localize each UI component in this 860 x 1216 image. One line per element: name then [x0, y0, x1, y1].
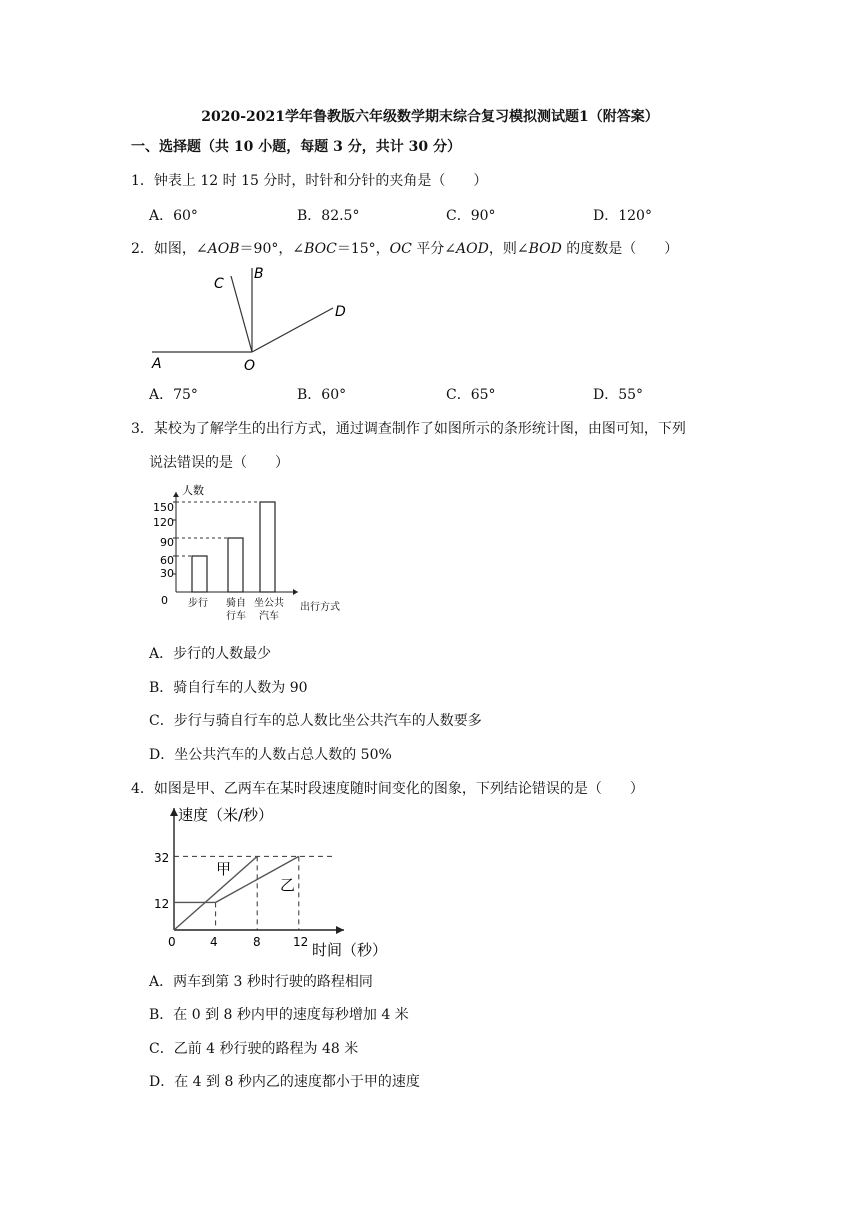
bar-origin: 0 [161, 594, 168, 607]
q4-option-a: A．两车到第 3 秒时行驶的路程相同 [149, 974, 373, 990]
cat-bus-1: 坐公共 [254, 598, 284, 609]
q3-option-a: A．步行的人数最少 [149, 646, 272, 662]
q2-option-a: A．75° [149, 387, 198, 403]
series-label-jia: 甲 [216, 860, 232, 878]
label-a: A [152, 356, 162, 372]
label-d: D [335, 304, 346, 320]
q3-option-b: B．骑自行车的人数为 90 [149, 680, 308, 696]
cat-bike-1: 骑自 [226, 598, 246, 609]
speed-time-graph [148, 800, 398, 960]
cat-bike-2: 行车 [226, 611, 246, 622]
q1-option-d: D．120° [593, 208, 652, 224]
graph-y-arrow [170, 808, 178, 816]
bar-xlabel: 出行方式 [300, 602, 340, 613]
page-title: 2020-2021学年鲁教版六年级数学期末综合复习模拟测试题1（附答案） [201, 109, 659, 125]
q1-option-a: A．60° [149, 208, 198, 224]
q1-option-c: C．90° [446, 208, 496, 224]
ytick-60: 60 [160, 554, 174, 567]
q1-option-b: B．82.5° [297, 208, 360, 224]
bar-0 [192, 556, 207, 592]
bar-2 [260, 502, 275, 592]
q2-option-c: C．65° [446, 387, 496, 403]
bar-chart [150, 480, 360, 630]
ytick-120: 120 [153, 516, 174, 529]
cat-walk: 步行 [188, 598, 208, 609]
q4-option-d: D．在 4 到 8 秒内乙的速度都小于甲的速度 [149, 1074, 420, 1090]
q2-option-d: D．55° [593, 387, 644, 403]
ray-oc [231, 276, 252, 352]
q3-option-c: C．步行与骑自行车的总人数比坐公共汽车的人数要多 [149, 713, 482, 729]
q3-option-d: D．坐公共汽车的人数占总人数的 50% [149, 747, 392, 763]
question-4-stem: 4．如图是甲、乙两车在某时段速度随时间变化的图象，下列结论错误的是（ ） [131, 781, 644, 797]
bar-x-arrow [293, 589, 298, 595]
ytick-90: 90 [160, 536, 174, 549]
section-heading: 一、选择题（共 10 小题，每题 3 分，共计 30 分） [131, 139, 461, 155]
angle-figure [148, 262, 358, 376]
label-b: B [254, 266, 264, 282]
question-3-stem-line1: 3．某校为了解学生的出行方式，通过调查制作了如图所示的条形统计图，由图可知，下列 [131, 421, 686, 437]
q2-option-b: B．60° [297, 387, 347, 403]
cat-bus-2: 汽车 [259, 611, 279, 622]
graph-ylabel: 速度（米/秒） [178, 806, 274, 824]
graph-xlabel: 时间（秒） [312, 941, 388, 959]
label-o: O [244, 358, 256, 374]
bar-ylabel: 人数 [182, 484, 204, 497]
xtick-12: 12 [293, 935, 309, 949]
bar-y-arrow [173, 492, 179, 497]
label-c: C [214, 276, 224, 292]
graph-origin: 0 [168, 935, 176, 949]
series-label-yi: 乙 [280, 876, 296, 894]
bar-1 [228, 538, 243, 592]
question-1-stem: 1．钟表上 12 时 15 分时，时针和分针的夹角是（ ） [131, 173, 488, 189]
xtick-8: 8 [253, 935, 261, 949]
graph-x-arrow [336, 926, 344, 934]
question-3-stem-line2: 说法错误的是（ ） [149, 455, 289, 471]
q4-option-b: B．在 0 到 8 秒内甲的速度每秒增加 4 米 [149, 1007, 409, 1023]
ray-od [252, 308, 333, 352]
ytick-150: 150 [153, 501, 174, 514]
ytick-12: 12 [154, 897, 170, 911]
ytick-32: 32 [154, 851, 170, 865]
question-2-stem: 2．如图，∠AOB＝90°，∠BOC＝15°，OC 平分∠AOD，则∠BOD 的度数是（ ） [131, 241, 679, 257]
ytick-30: 30 [160, 567, 174, 580]
xtick-4: 4 [210, 935, 218, 949]
q4-option-c: C．乙前 4 秒行驶的路程为 48 米 [149, 1041, 359, 1057]
